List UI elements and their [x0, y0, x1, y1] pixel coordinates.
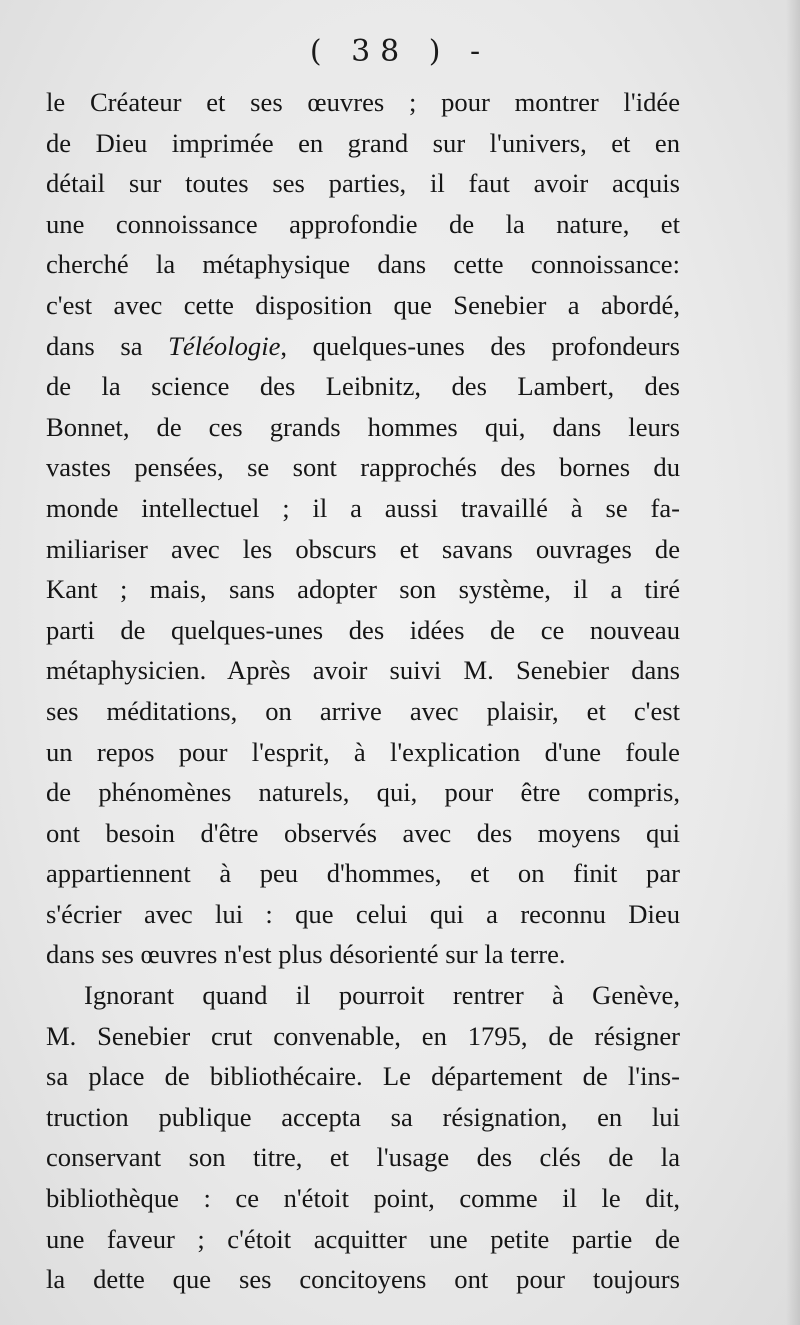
text-line: monde intellectuel ; il a aussi travaillé à se fa- [46, 492, 680, 523]
text-line: Bonnet, de ces grands hommes qui, dans leurs [46, 411, 680, 442]
body-text [46, 82, 680, 1300]
text-line: truction publique accepta sa résignation, en lui [46, 1101, 680, 1132]
text-line: de Dieu imprimée en grand sur l'univers, et en [46, 127, 680, 158]
text-line: une faveur ; c'étoit acquitter une petite partie de [46, 1223, 680, 1254]
text-line: M. Senebier crut convenable, en 1795, de résigner [46, 1020, 680, 1051]
text-line: dans ses œuvres n'est plus désorienté sur la terre. [46, 939, 566, 970]
text-line: la dette que ses concitoyens ont pour toujours [46, 1264, 680, 1295]
text-line: un repos pour l'esprit, à l'explication d'une foule [46, 736, 680, 767]
text-line: ont besoin d'être observés avec des moyens qui [46, 817, 680, 848]
page-edge-shadow [786, 0, 800, 1325]
text-line: détail sur toutes ses parties, il faut avoir acquis [46, 168, 680, 199]
text-line: Kant ; mais, sans adopter son système, il a tiré [46, 574, 680, 605]
text-line: conservant son titre, et l'usage des clés de la [46, 1142, 680, 1173]
text-line: vastes pensées, se sont rapprochés des bornes du [46, 452, 680, 483]
text-line: une connoissance approfondie de la nature, et [46, 208, 680, 239]
text-line: s'écrier avec lui : que celui qui a reconnu Dieu [46, 898, 680, 929]
text-line: métaphysicien. Après avoir suivi M. Senebier dans [46, 655, 680, 686]
text-line: miliariser avec les obscurs et savans ouvrages de [46, 533, 680, 564]
text-line: appartiennent à peu d'hommes, et on finit par [46, 858, 680, 889]
book-title-italic: Téléologie [168, 330, 281, 361]
text-line: bibliothèque : ce n'étoit point, comme il le dit, [46, 1183, 680, 1214]
text-line: dans sa Téléologie, quelques-unes des profondeurs [46, 330, 680, 361]
text-line: le Créateur et ses œuvres ; pour montrer l'idée [46, 87, 680, 117]
text-line: Ignorant quand il pourroit rentrer à Genève, [84, 980, 680, 1011]
text-line: cherché la métaphysique dans cette connoissance: [46, 249, 680, 280]
text-line: ses méditations, on arrive avec plaisir, et c'est [46, 695, 680, 726]
page-number: ( 38 ) - [309, 34, 491, 69]
text-line: parti de quelques-unes des idées de ce nouveau [46, 614, 680, 645]
text-line: c'est avec cette disposition que Senebier a abordé, [46, 289, 680, 320]
text-line: de phénomènes naturels, qui, pour être compris, [46, 777, 680, 808]
text-line: sa place de bibliothécaire. Le département de l'ins- [46, 1061, 680, 1092]
text-line: de la science des Leibnitz, des Lambert, des [46, 371, 680, 402]
